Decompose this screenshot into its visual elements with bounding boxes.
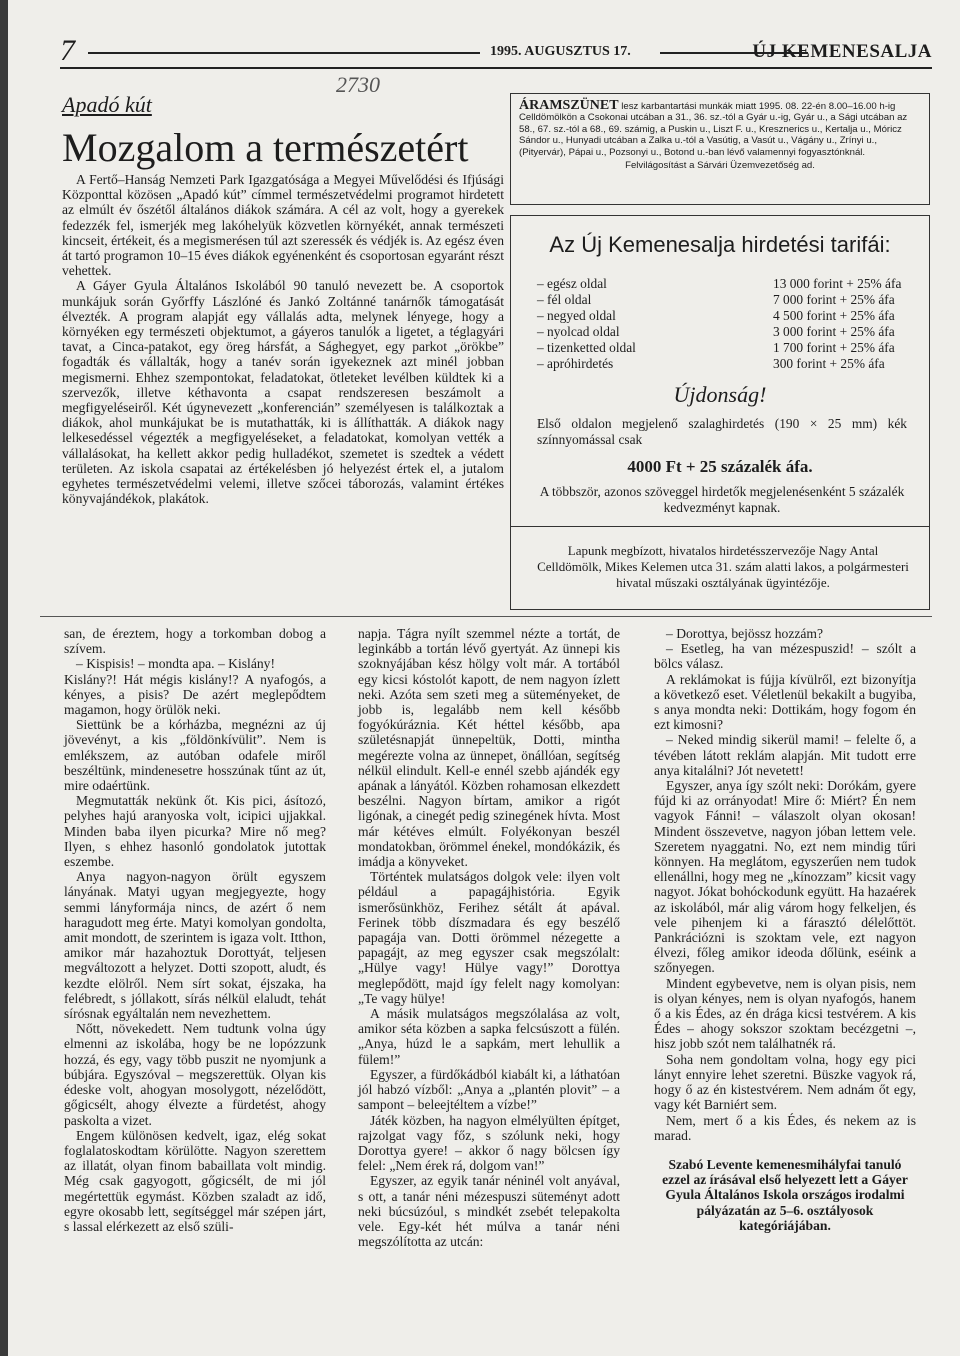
story-paragraph: Történtek mulatságos dolgok vele: ilyen volt például a papagájhistória. Egyik ismerősünkhöz, Ferihez sétált át apával. Ferinek több díszmadara és egy beszélő papagája van. Dotti örömmel nézegette a papagájt, az meg egyszer csak megszólalt: „Hülye vagy! Hülye vagy!” Dorottya meglepődött, majd így felelt nagy komolyan: „Te vagy hülye! <box>358 869 620 1006</box>
story-paragraph: san, de éreztem, hogy a torkomban dobog a szívem. <box>64 626 326 657</box>
notice-title: ÁRAMSZÜNET <box>519 98 619 113</box>
story-paragraph: Nőtt, növekedett. Nem tudtunk volna úgy elmenni az iskolába, hogy be ne lopózzunk hozzá, és egy, vagy több puszit ne nyomjunk a búbjára. Egyszóval – megszerettük. Olyan kis édeske volt, ahogyan mosolygott, nézelődött, gőgicsélt, ahogy élvezte a fürdetést, ahogy paskolta a vizet. <box>64 1021 326 1128</box>
tariff-price: 13 000 forint + 25% áfa <box>773 276 902 291</box>
story-paragraph: – Kispisis! – mondta apa. – Kislány! <box>76 656 275 672</box>
story-paragraph: Nem, mert ő a kis Édes, és nekem az is marad. <box>654 1112 916 1143</box>
ad-rates-title: Az Új Kemenesalja hirdetési tarifái: <box>549 232 891 257</box>
story-paragraph: – Neked mindig sikerül mami! – felelte ő, a tévében látott reklám alapján. Mit tudott erre anya kitalálni? Jót nevetett! <box>654 732 916 778</box>
article-body <box>62 172 504 506</box>
notice-footer: Felvilágosítást a Sárvári Üzemvezetőség ad. <box>625 160 815 172</box>
power-outage-notice <box>510 93 930 205</box>
article-paragraph: A Gáyer Gyula Általános Iskolából 90 tanuló nevezett be. A csoportok munkájuk során Győrffy Lászlóné és Jankó Zoltánné tanárnők támogatását élvezték. A program alapját egy vállalás adta, melynek lényege, hogy a környéken egy természeti objektumot, a gáyeros tanulók a ligetet, a téglagyári tavat, a Cinca-patakot, egy öreg hársfát, a Sághegyet, egy parkot „örökbe” fogadták és vállalták, hogy a tanév során igyekeznek azt minél jobban megismerni. Ehhez szempontokat, feladatokat, ötleteket levélben küldtek ki a szervezők, illetve kéthavonta a csapat rendszeresen beszámolt a megfigyeléseiről. Két úgynevezett „konferencián” személyesen is találkoztak a diákok, ahol munkájukat be is mutathatták, ki is állíthatták. A diákok nagy lelkesedéssel végezték a megfigyeléseket, a feladatokat, komolyan vették a vállalásokat, ha kellett akkor pedig hulladékot, szemetet is szedtek a védett területen. Az iskola csapatai az értékelésben jó helyezést értek el, a jutalom egyhetes természetvédelmi velemi, illetve szőcei táborozás, valamint értékes könyvajándékok, plakátok. <box>62 278 504 507</box>
ad-agent-text: Lapunk megbízott, hivatalos hirdetésszervezője Nagy Antal Celldömölk, Mikes Kelemen utca 31. szám alatti lakos, a polgármesteri hivatal műszaki osztályának ügyintézője. <box>537 543 909 590</box>
story-column-1 <box>64 626 326 1234</box>
section-divider <box>40 616 932 617</box>
story-column-3 <box>654 626 916 1233</box>
notice-text: lesz karbantartási munkák miatt 1995. 08. 22-én 8.00–16.00 h-ig Celldömölkön a Csokonai utcában a 31., 36. sz.-tól a Gyár u.-ig, Gyár u., a Sági utcában az 58., 67. sz.-tól a 68., 69. számig, a Puskin u., Liszt F. u., Kresznerics u., Kertalja u., Móricz Sándor u., Hunyadi utcában a Zalka u.-tól a Vasútig, a Vasút u., Vágány u., Zrínyi u., (Pityervár), Pápai u., Pozsonyi u., Botond u.-ban lévő valamennyi fogyasztónknál. <box>519 101 908 158</box>
article-title: Mozgalom a természetért <box>62 125 469 170</box>
story-paragraph: Siettünk be a kórházba, megnézni az új jövevényt, a kis „földönkívülit”. Nem is emlékszem, az autóban odafele miről beszéltünk, mindenesetre hosszúnak tűnt az út, mire odaértünk. <box>64 717 326 794</box>
story-paragraph: Egyszer, az egyik tanár néninél volt anyával, s ott, a tanár néni mézespuszi süteményt adott neki búcsúzóul, s mindkét zsebét telepakolta vele. Egy-két hét múlva a tanár néni megszólította az utcán: <box>358 1173 620 1250</box>
handwritten-note: 2730 <box>336 72 380 97</box>
tariff-label: – apróhirdetés <box>537 356 614 371</box>
new-offer-price: 4000 Ft + 25 százalék áfa. <box>627 457 813 476</box>
article-rubric: Apadó kút <box>62 92 152 117</box>
tariff-price: 3 000 forint + 25% áfa <box>773 324 895 339</box>
newspaper-name: ÚJ KEMENESALJA <box>752 41 932 62</box>
tariff-price: 1 700 forint + 25% áfa <box>773 340 895 355</box>
story-paragraph: Anya nagyon-nagyon örült egyszem lányának. Matyi ugyan megjegyezte, hogy semmi lányformája nincs, de azért ő nem haragudott meg érte. Matyi komolyan gondolta, amit mondott, de szerintem is igaza volt. Itthon, amikor már hazahoztuk Dorottyát, teljesen megváltozott a helyzet. Dotti szopott, aludt, és kezdte elölről. Nem sírt sokat, éjszaka, ha felébredt, s jóllakott, sírás nélkül elaludt, tehát sírósnak egyáltalán nem nevezhettem. <box>64 869 326 1022</box>
discount-text: A többször, azonos szöveggel hirdetők megjelenésenként 5 százalék kedvezményt kapnak. <box>539 484 905 515</box>
story-paragraph: Soha nem gondoltam volna, hogy egy pici lányt ennyire lehet szeretni. Büszke vagyok rá, hogy ő az én kistestvérem. Nem adnám őt egy, vagy két Barniért sem. <box>654 1051 916 1113</box>
story-paragraph: A másik mulatságos megszólalása az volt, amikor séta közben a sapka felcsúszott a fülén. „Anya, húzd le a sapkám, mert lehullik a fülem!” <box>358 1006 620 1067</box>
tariff-row <box>537 324 917 340</box>
tariff-row <box>537 308 917 324</box>
story-column-2 <box>358 626 620 1249</box>
story-paragraph: Mindent egybevetve, nem is olyan pisis, nem is olyan kényes, nem is olyan nyafogós, hanem ő a kis Édes, az én drága kicsi testvérem. A kis Édes – ahogy sokszor szoktam becézgetni –, hisz jobb szót nem találhatnék rá. <box>654 975 916 1052</box>
story-paragraph: – Dorottya, bejössz hozzám? <box>666 626 824 641</box>
story-paragraph: – Esetleg, ha van mézespuszid! – szólt a bölcs válasz. <box>654 641 916 672</box>
tariff-list <box>537 276 917 372</box>
story-paragraph: Egyszer, a fürdőkádból kiabált ki, a láthatóan jól habzó vízből: „Anya a „plantén plovit” – a sampont – beleejtéltem a vízbe!” <box>358 1066 620 1113</box>
new-offer-text: Első oldalon megjelenő szalaghirdetés (190 × 25 mm) kék színnyomással csak <box>537 416 907 447</box>
tariff-label: – tizenketted oldal <box>537 340 636 355</box>
scan-edge <box>0 0 8 1356</box>
tariff-label: – egész oldal <box>537 276 607 291</box>
issue-date: 1995. AUGUSZTUS 17. <box>490 44 631 59</box>
story-paragraph: Engem különösen kedvelt, igaz, elég sokat foglalatoskodtam körülötte. Nagyon szerettem az illatát, olyan finom babaillata volt mindig. Még csak gagyogott, gőgicsélt, de mi jól megértettük egymást. Közben szaladt az idő, egyre okosabb lett, segítséggel már szépen járt, s lassal elérkezett az első szüli- <box>64 1127 326 1234</box>
page-header <box>60 34 932 68</box>
tariff-row <box>537 292 917 308</box>
header-rule-left <box>88 52 480 54</box>
story-paragraph: A reklámokat is fújja kívülről, ezt bizonyítja a következő eset. Véletlenül bekakilt a bugyiba, s anya mondta neki: Dottikám, hogy fogom én ezt kimosni? <box>654 671 916 733</box>
story-paragraph: Játék közben, ha nagyon elmélyülten építget, rajzolgat vagy főz, s szólunk neki, hogy Dorottya gyere! – akkor ő nagy bölcsen így felel: „Nem érek rá, dolgom van!” <box>358 1112 620 1174</box>
ad-box-divider <box>511 526 929 527</box>
author-note: Szabó Levente kemenesmihályfai tanuló ezzel az írásával első helyezett lett a Gáyer Gyula Általános Iskola országos irodalmi pályázatán az 5–6. osztályosok kategóriájában. <box>662 1156 908 1233</box>
tariff-label: – fél oldal <box>537 292 592 307</box>
tariff-row <box>537 340 917 356</box>
story-paragraph: napja. Tágra nyílt szemmel nézte a tortát, de leginkább a tortán lévő gyertyát. Az ünnepi kis szoknyájában kész hölgy volt már. A tortából egy kicsi kóstolót kapott, de nem nagyon ízlett neki. Azóta sem szeti meg a süteményeket, de jobb is, legalább nem kell később fogyókúráznia. Két héttel később, apa születésnapját ünnepeltük, Dotti, mintha megérezte volna az ünnepet, önállóan, segítség nélkül elindult. Kell-e ennél szebb ajándék egy apának a lányától. Közben rohamosan elkezdett beszélni. Nagyon bírtam, amikor a rigót ligónak, a cinegét pedig szinegének hívta. Most már kétéves elmúlt. Folyékonyan beszél mondatokban, örömmel énekel, mondókázik, és imádja a könyveket. <box>358 626 620 870</box>
tariff-label: – negyed oldal <box>537 308 616 323</box>
ad-rates-box <box>510 215 930 610</box>
tariff-row <box>537 356 917 372</box>
tariff-label: – nyolcad oldal <box>537 324 620 339</box>
story-paragraph: Egyszer, anya így szólt neki: Dorókám, gyere fújd ki az orrányodat! Mire ő: Miért? Én nem vagyok Fánni! – válaszolt olyan okosan! Mindent összevetve, nagyon jóban lettem vele. Szeretem nyaggatni. No, ezt nem mindig tűri könnyen. Ha meglátom, egyszerűen nem tudok ellenállni, hogy meg ne „kínozzam” kicsit vagy nagyot. Jókat bohóckodunk együtt. Ha hazaérek az iskolából, már alig várom hogy felkeljen, és vele pihenjem ki a fárasztó délelőttöt. Pankrációzni is szoktam vele, ezt nagyon élvezi, főleg amikor ideoda dőlünk, eséink a szőnyegen. <box>654 778 916 976</box>
tariff-price: 4 500 forint + 25% áfa <box>773 308 895 323</box>
page-number: 7 <box>60 34 75 67</box>
tariff-price: 300 forint + 25% áfa <box>773 356 885 371</box>
tariff-price: 7 000 forint + 25% áfa <box>773 292 895 307</box>
tariff-row <box>537 276 917 292</box>
header-underline <box>60 67 932 69</box>
article-paragraph: A Fertő–Hanság Nemzeti Park Igazgatósága a Megyei Művelődési és Ifjúsági Központtal közösen „Apadó kút” címmel természetvédelmi programot hirdetett az elmúlt év őszétől általános diákok számára. A cél az volt, hogy a gyerekek fedezzék fel, ismerjék meg lakóhelyük közvetlen környékét, annak természeti kincseit, értékeit, és a megismerésen túl azt szeressék és védjék is. Az egész éven át tartó programon 10–15 éves diákok egyénenként és csoportosan egyaránt részt vehettek. <box>62 172 504 279</box>
story-paragraph: Megmutatták nekünk őt. Kis pici, ásítozó, pelyhes hajú aranyoska volt, icipici ujjakkal. Minden baba ilyen picurka? Mire nő meg? Ilyen, s ehhez hasonló gondolatok jutottak eszembe. <box>64 793 326 870</box>
new-offer-label: Újdonság! <box>673 382 767 407</box>
story-paragraph: Kislány?! Hát mégis kislány!? A nyafogós, a kényes, a pisis? De azért meglepődtem magamon, hogy örülök neki. <box>64 671 326 718</box>
